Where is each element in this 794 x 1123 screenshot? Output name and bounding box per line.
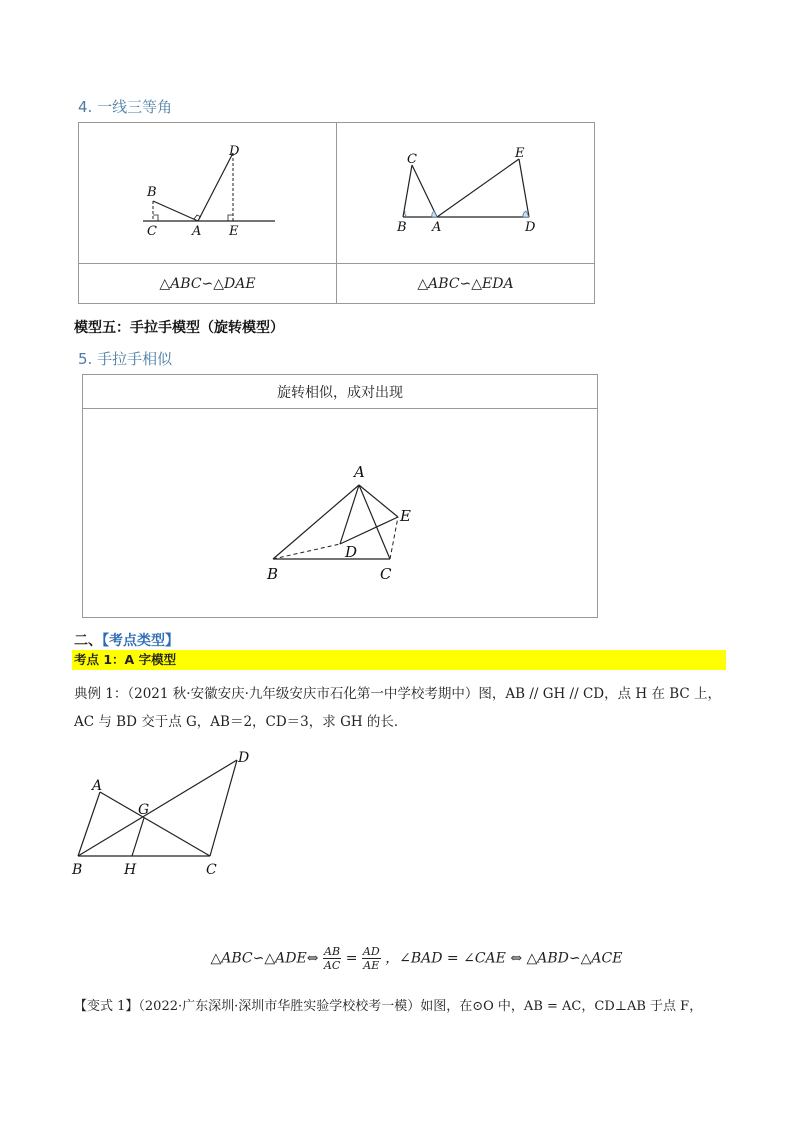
section4-right-figure-cell	[337, 123, 595, 264]
example1-text	[74, 680, 734, 736]
model5-table-header: 旋转相似，成对出现	[83, 375, 598, 409]
right-label-e: E	[515, 146, 525, 161]
model5-label-b: B	[267, 565, 279, 583]
variant1-text: 【变式 1】（2022·广东深圳·深圳市华胜实验学校校考一模）如图，在⊙O 中，AB = AC，CD⊥AB 于点 F，	[74, 999, 703, 1014]
right-figure	[337, 123, 594, 259]
example1-line2: AC 与 BD 交于点 G，AB＝2，CD＝3，求 GH 的长．	[74, 714, 408, 730]
section4-left-figure-cell	[79, 123, 337, 264]
section4-title: 4. 一线三等角	[78, 98, 173, 116]
right-label-d: D	[525, 220, 536, 235]
part2-heading	[74, 630, 179, 650]
point1-banner: 考点 1：A 字模型	[72, 650, 726, 670]
section4-right-caption: △ABC∽△EDA	[337, 264, 595, 304]
model5-label-d: D	[345, 543, 358, 561]
right-label-a: A	[432, 220, 442, 235]
formula-part2: ，∠BAD = ∠CAE ⇔ △ABD∽△ACE	[385, 950, 623, 966]
right-label-b: B	[397, 220, 407, 235]
model5-label-c: C	[380, 565, 392, 583]
formula-part1: △ABC∽△ADE⇔	[210, 950, 319, 966]
formula-eq: =	[345, 950, 358, 966]
left-label-c: C	[147, 224, 157, 239]
example1-line1: 典例 1：（2021 秋·安徽安庆·九年级安庆市石化第一中学校考期中）图，AB // GH // CD，点 H 在 BC 上，	[74, 686, 722, 702]
example1-figure	[62, 748, 262, 883]
example-label-a: A	[92, 778, 103, 794]
left-figure	[79, 123, 336, 259]
section4-table	[78, 122, 595, 304]
model5-heading: 模型五：手拉手模型（旋转模型）	[74, 320, 284, 336]
formula-frac1: $\frac{AB}{AC}$	[323, 944, 341, 972]
left-label-b: B	[147, 185, 157, 200]
example-label-g: G	[138, 802, 150, 818]
model5-label-e: E	[400, 507, 411, 525]
part2-heading-main: 【考点类型】	[102, 633, 179, 649]
example-label-d: D	[238, 750, 250, 766]
formula-frac2: $\frac{AD}{AE}$	[362, 944, 380, 972]
section4-left-caption: △ABC∽△DAE	[79, 264, 337, 304]
example-label-c: C	[206, 862, 217, 878]
example-label-h: H	[124, 862, 137, 878]
part2-heading-prefix: 二、	[74, 633, 102, 649]
left-label-a: A	[192, 224, 202, 239]
model5-figure	[83, 409, 597, 617]
model5-subtitle: 5. 手拉手相似	[78, 350, 173, 368]
example-label-b: B	[72, 862, 83, 878]
model5-label-a: A	[354, 463, 365, 481]
right-label-c: C	[407, 152, 417, 167]
model5-formula	[211, 945, 623, 972]
left-label-d: D	[229, 144, 240, 159]
left-label-e: E	[229, 224, 239, 239]
